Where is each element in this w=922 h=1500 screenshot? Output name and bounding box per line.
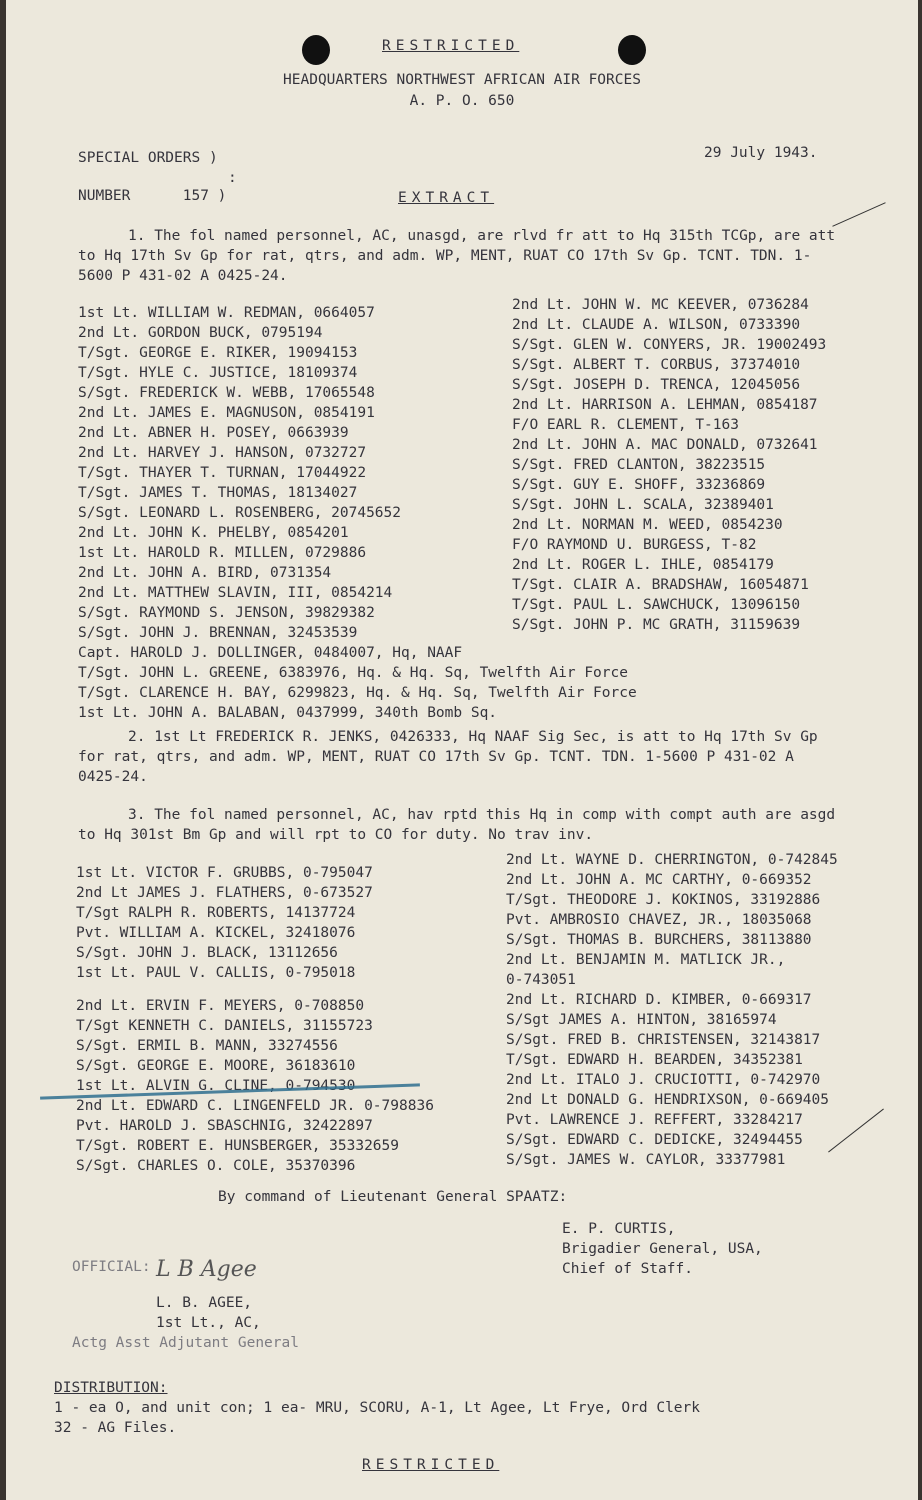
personnel-entry: 1st Lt. WILLIAM W. REDMAN, 0664057 xyxy=(78,305,375,321)
para1-left-column xyxy=(78,303,401,643)
para3-right-column xyxy=(506,850,838,1170)
orders-colon: : xyxy=(228,170,237,186)
personnel-entry: 2nd Lt. JOHN K. PHELBY, 0854201 xyxy=(78,525,349,541)
punch-hole-left xyxy=(302,35,330,65)
personnel-entry: S/Sgt. JOHN P. MC GRATH, 31159639 xyxy=(512,617,801,633)
personnel-entry: S/Sgt. GEORGE E. MOORE, 36183610 xyxy=(76,1058,356,1074)
personnel-entry: 2nd Lt. JOHN A. MAC DONALD, 0732641 xyxy=(512,437,818,453)
personnel-entry: 2nd Lt JAMES J. FLATHERS, 0-673527 xyxy=(76,885,373,901)
personnel-entry: S/Sgt. LEONARD L. ROSENBERG, 20745652 xyxy=(78,505,402,521)
personnel-entry: T/Sgt. CLARENCE H. BAY, 6299823, Hq. & Hq. Sq, Twelfth Air Force xyxy=(78,685,637,701)
official-rank: 1st Lt., AC, xyxy=(156,1315,261,1331)
personnel-entry: S/Sgt. JOSEPH D. TRENCA, 12045056 xyxy=(512,377,801,393)
personnel-entry: 2nd Lt. ABNER H. POSEY, 0663939 xyxy=(78,425,349,441)
personnel-entry: Pvt. HAROLD J. SBASCHNIG, 32422897 xyxy=(76,1118,373,1134)
personnel-entry: S/Sgt. JAMES W. CAYLOR, 33377981 xyxy=(506,1152,786,1168)
personnel-entry: T/Sgt. ROBERT E. HUNSBERGER, 35332659 xyxy=(76,1138,400,1154)
personnel-entry: T/Sgt. CLAIR A. BRADSHAW, 16054871 xyxy=(512,577,809,593)
special-orders-label: SPECIAL ORDERS ) xyxy=(78,150,218,166)
classification-footer: RESTRICTED xyxy=(362,1457,500,1473)
personnel-entry: T/Sgt. THAYER T. TURNAN, 17044922 xyxy=(78,465,367,481)
personnel-entry: 2nd Lt. RICHARD D. KIMBER, 0-669317 xyxy=(506,992,812,1008)
personnel-entry: T/Sgt. THEODORE J. KOKINOS, 33192886 xyxy=(506,892,821,908)
personnel-entry: Capt. HAROLD J. DOLLINGER, 0484007, Hq, NAAF xyxy=(78,645,463,661)
personnel-entry: 2nd Lt. ERVIN F. MEYERS, 0-708850 xyxy=(76,998,365,1014)
apo-number: A. P. O. 650 xyxy=(409,93,515,109)
personnel-entry: 2nd Lt. HARRISON A. LEHMAN, 0854187 xyxy=(512,397,818,413)
order-date: 29 July 1943. xyxy=(704,145,818,161)
personnel-entry: S/Sgt. ALBERT T. CORBUS, 37374010 xyxy=(512,357,801,373)
personnel-entry: 2nd Lt. NORMAN M. WEED, 0854230 xyxy=(512,517,783,533)
distribution-line-2: 32 - AG Files. xyxy=(54,1420,177,1436)
personnel-entry: 2nd Lt. WAYNE D. CHERRINGTON, 0-742845 xyxy=(506,852,838,868)
personnel-entry: T/Sgt. EDWARD H. BEARDEN, 34352381 xyxy=(506,1052,803,1068)
signer-title: Chief of Staff. xyxy=(562,1261,693,1277)
personnel-entry-highlighted: 1st Lt. ALVIN G. CLINE, 0-794530 xyxy=(76,1078,356,1094)
personnel-entry: T/Sgt RALPH R. ROBERTS, 14137724 xyxy=(76,905,356,921)
personnel-entry: Pvt. WILLIAM A. KICKEL, 32418076 xyxy=(76,925,356,941)
personnel-entry: 2nd Lt. MATTHEW SLAVIN, III, 0854214 xyxy=(78,585,393,601)
personnel-entry: 1st Lt. HAROLD R. MILLEN, 0729886 xyxy=(78,545,367,561)
personnel-entry: Pvt. LAWRENCE J. REFFERT, 33284217 xyxy=(506,1112,803,1128)
personnel-entry: 2nd Lt DONALD G. HENDRIXSON, 0-669405 xyxy=(506,1092,830,1108)
classification-header: RESTRICTED xyxy=(382,38,520,54)
personnel-entry: T/Sgt. JAMES T. THOMAS, 18134027 xyxy=(78,485,358,501)
personnel-entry: 2nd Lt. HARVEY J. HANSON, 0732727 xyxy=(78,445,367,461)
personnel-entry: 2nd Lt. BENJAMIN M. MATLICK JR., xyxy=(506,952,786,968)
para3-left-column-group1 xyxy=(76,863,373,983)
personnel-entry: S/Sgt. JOHN J. BLACK, 13112656 xyxy=(76,945,338,961)
personnel-entry: 2nd Lt. CLAUDE A. WILSON, 0733390 xyxy=(512,317,801,333)
distribution-line-1: 1 - ea O, and unit con; 1 ea- MRU, SCORU, A-1, Lt Agee, Lt Frye, Ord Clerk xyxy=(54,1400,701,1416)
signer-name: E. P. CURTIS, xyxy=(562,1221,676,1237)
official-name: L. B. AGEE, xyxy=(156,1295,253,1311)
personnel-entry: 2nd Lt. EDWARD C. LINGENFELD JR. 0-798836 xyxy=(76,1098,434,1114)
personnel-entry: S/Sgt. FRED CLANTON, 38223515 xyxy=(512,457,766,473)
para1-full-width-entries xyxy=(78,643,637,723)
personnel-entry: 1st Lt. JOHN A. BALABAN, 0437999, 340th Bomb Sq. xyxy=(78,705,498,721)
handwritten-signature: L B Agee xyxy=(156,1257,257,1282)
personnel-entry: 2nd Lt. GORDON BUCK, 0795194 xyxy=(78,325,323,341)
para1-right-column xyxy=(512,295,826,635)
personnel-entry: 2nd Lt. ROGER L. IHLE, 0854179 xyxy=(512,557,774,573)
distribution-label: DISTRIBUTION: xyxy=(54,1380,168,1396)
personnel-entry: 0-743051 xyxy=(506,972,576,988)
personnel-entry: T/Sgt. HYLE C. JUSTICE, 18109374 xyxy=(78,365,358,381)
personnel-entry: 1st Lt. VICTOR F. GRUBBS, 0-795047 xyxy=(76,865,373,881)
punch-hole-right xyxy=(618,35,646,65)
personnel-entry: 2nd Lt. JAMES E. MAGNUSON, 0854191 xyxy=(78,405,375,421)
personnel-entry: S/Sgt. JOHN L. SCALA, 32389401 xyxy=(512,497,774,513)
personnel-entry: S/Sgt. FRED B. CHRISTENSEN, 32143817 xyxy=(506,1032,821,1048)
personnel-entry: S/Sgt. RAYMOND S. JENSON, 39829382 xyxy=(78,605,375,621)
check-mark xyxy=(832,202,885,227)
paragraph-1: 1. The fol named personnel, AC, unasgd, are rlvd fr att to Hq 315th TCGp, are att to Hq 17th Sv Gp for rat, qtrs, and adm. WP, MENT, RUAT CO 17th Sv Gp. TCNT. TDN. 1-5600 P 431-02 A 0425-24. xyxy=(78,228,836,284)
personnel-entry: T/Sgt. GEORGE E. RIKER, 19094153 xyxy=(78,345,358,361)
hq-title: HEADQUARTERS NORTHWEST AFRICAN AIR FORCES xyxy=(283,72,641,88)
personnel-entry: S/Sgt. JOHN J. BRENNAN, 32453539 xyxy=(78,625,358,641)
official-title: Actg Asst Adjutant General xyxy=(72,1335,299,1351)
personnel-entry: S/Sgt. CHARLES O. COLE, 35370396 xyxy=(76,1158,356,1174)
personnel-entry: S/Sgt. FREDERICK W. WEBB, 17065548 xyxy=(78,385,375,401)
personnel-entry: 1st Lt. PAUL V. CALLIS, 0-795018 xyxy=(76,965,356,981)
personnel-entry: T/Sgt. JOHN L. GREENE, 6383976, Hq. & Hq. Sq, Twelfth Air Force xyxy=(78,665,628,681)
personnel-entry: S/Sgt. GLEN W. CONYERS, JR. 19002493 xyxy=(512,337,827,353)
personnel-entry: Pvt. AMBROSIO CHAVEZ, JR., 18035068 xyxy=(506,912,812,928)
personnel-entry: 2nd Lt. ITALO J. CRUCIOTTI, 0-742970 xyxy=(506,1072,821,1088)
command-line: By command of Lieutenant General SPAATZ: xyxy=(218,1189,568,1205)
personnel-entry: 2nd Lt. JOHN A. BIRD, 0731354 xyxy=(78,565,332,581)
personnel-entry: S/Sgt. THOMAS B. BURCHERS, 38113880 xyxy=(506,932,812,948)
personnel-entry: 2nd Lt. JOHN W. MC KEEVER, 0736284 xyxy=(512,297,809,313)
order-number: NUMBER 157 ) xyxy=(78,188,227,204)
personnel-entry: F/O EARL R. CLEMENT, T-163 xyxy=(512,417,739,433)
personnel-entry: S/Sgt. GUY E. SHOFF, 33236869 xyxy=(512,477,766,493)
personnel-entry: S/Sgt. EDWARD C. DEDICKE, 32494455 xyxy=(506,1132,803,1148)
paragraph-3: 3. The fol named personnel, AC, hav rptd this Hq in comp with compt auth are asgd to Hq 301st Bm Gp and will rpt to CO for duty. No trav inv. xyxy=(78,807,836,843)
official-label: OFFICIAL: xyxy=(72,1259,151,1275)
personnel-entry: T/Sgt KENNETH C. DANIELS, 31155723 xyxy=(76,1018,373,1034)
personnel-entry: S/Sgt. ERMIL B. MANN, 33274556 xyxy=(76,1038,338,1054)
personnel-entry: 2nd Lt. JOHN A. MC CARTHY, 0-669352 xyxy=(506,872,812,888)
extract-heading: EXTRACT xyxy=(398,190,495,206)
personnel-entry: T/Sgt. PAUL L. SAWCHUCK, 13096150 xyxy=(512,597,801,613)
paragraph-2: 2. 1st Lt FREDERICK R. JENKS, 0426333, Hq NAAF Sig Sec, is att to Hq 17th Sv Gp for rat, qtrs, and adm. WP, MENT, RUAT CO 17th Sv Gp. TCNT. TDN. 1-5600 P 431-02 A 0425-24. xyxy=(78,729,818,785)
signer-rank: Brigadier General, USA, xyxy=(562,1241,763,1257)
personnel-entry: S/Sgt JAMES A. HINTON, 38165974 xyxy=(506,1012,777,1028)
personnel-entry: F/O RAYMOND U. BURGESS, T-82 xyxy=(512,537,757,553)
document-page xyxy=(6,0,918,1500)
